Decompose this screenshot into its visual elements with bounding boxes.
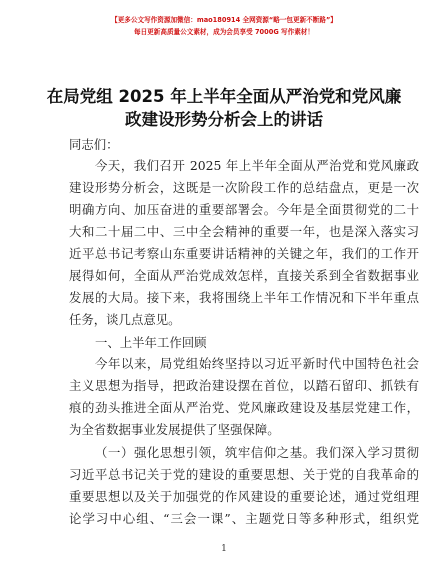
body-line: 重要思想以及关于加强党的作风建设的重要论述，通过党组理 [69,489,419,504]
body-line: 建设形势分析会，这既是一次阶段工作的总结盘点，更是一次 [69,180,419,195]
body-line: 大和二十届二中、三中全会精神的重要一年，也是深入落实习 [69,224,419,239]
body-line: 明确方向、加压奋进的重要部署会。今年是全面贯彻党的二十 [69,202,419,217]
body-line: 展得如何，全面从严治党成效怎样，直接关系到全省数据事业 [69,268,419,283]
body-line: 今年以来，局党组始终坚持以习近平新时代中国特色社会 [95,356,419,371]
body-line: 今天，我们召开 2025 年上半年全面从严治党和党风廉政 [95,158,419,173]
salutation: 同志们： [69,137,119,152]
body-line: 发展的大局。接下来，我将围绕上半年工作情况和下半年重点 [69,290,419,305]
body-line: 痕的劲头推进全面从严治党、党风廉政建设及基层党建工作， [69,400,419,415]
page-number: 1 [221,544,227,554]
body-line: 任务，谈几点意见。 [69,312,181,327]
promo-banner-line-2: 每日更新高质量公文素材，成为会员享受 7000G 写作素材！ [133,28,314,36]
document-title-line-1: 在局党组 2025 年上半年全面从严治党和党风廉 [46,87,402,106]
section-heading: 一、上半年工作回顾 [95,335,207,350]
body-line: 为全省数据事业发展提供了坚强保障。 [69,422,280,437]
body-line: 近平总书记考察山东重要讲话精神的关键之年，我们的工作开 [69,246,419,261]
body-line: 论学习中心组、“三会一课”、主题党日等多种形式，组织党 [69,511,419,526]
body-line: 主义思想为指导，把政治建设摆在首位，以踏石留印、抓铁有 [69,378,419,393]
subsection-heading-line: （一）强化思想引领，筑牢信仰之基。我们深入学习贯彻 [95,445,419,460]
document-title-line-2: 政建设形势分析会上的讲话 [125,110,323,129]
body-line: 习近平总书记关于党的建设的重要思想、关于党的自我革命的 [69,467,419,482]
promo-banner-line-1: 【更多公文写作资源加微信：mao180914 全网资源“略一包更新不断路”】 [111,16,337,24]
